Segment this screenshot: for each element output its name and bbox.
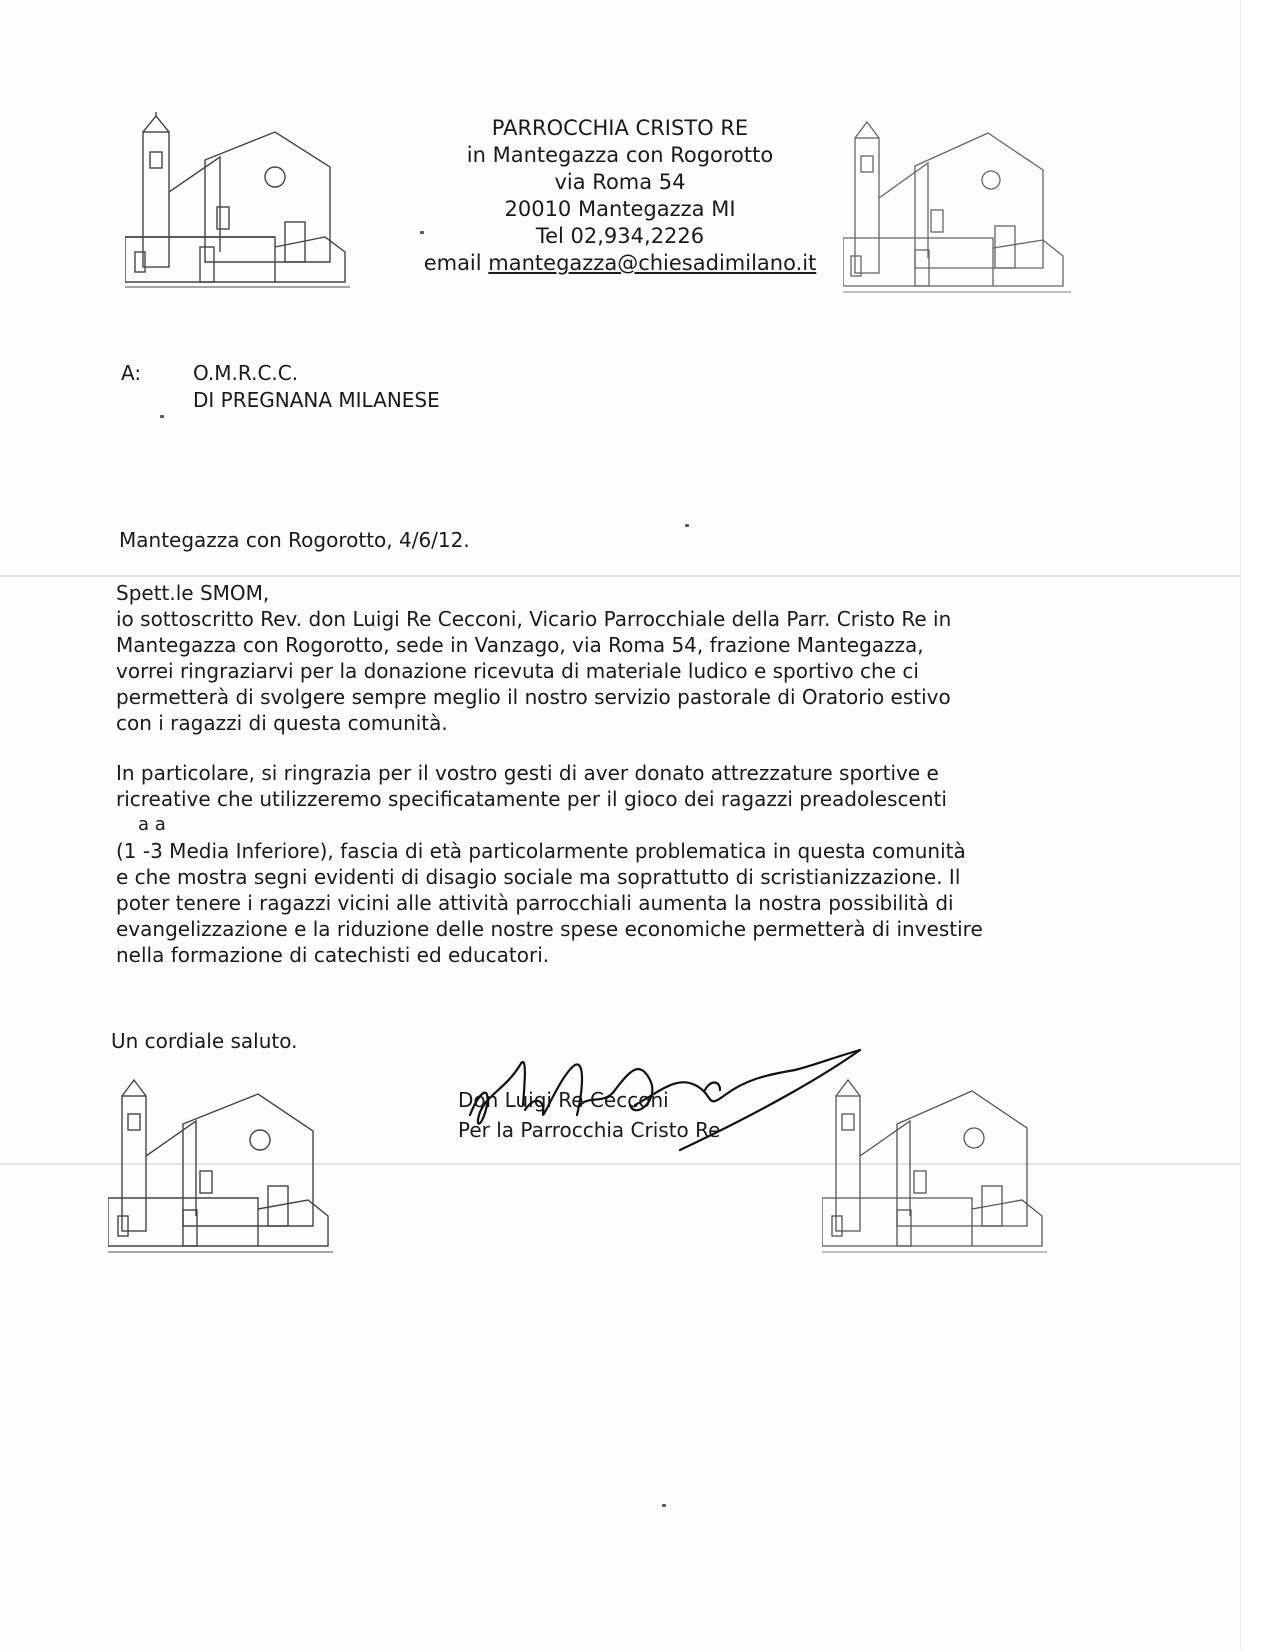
signatory-name: Don Luigi Re Cecconi: [458, 1088, 669, 1112]
body-line: vorrei ringraziarvi per la donazione ricevuta di materiale ludico e sportivo che ci: [116, 659, 919, 683]
body-line: nella formazione di catechisti ed educatori.: [116, 943, 550, 967]
scan-margin: [1240, 0, 1275, 1650]
body-line: evangelizzazione e la riduzione delle nostre spese economiche permetterà di investire: [116, 917, 983, 941]
email-label: email: [423, 251, 482, 275]
church-illustration-icon: [108, 1076, 338, 1256]
body-line: io sottoscritto Rev. don Luigi Re Cecconi, Vicario Parrocchiale della Parr. Cristo Re in: [116, 607, 952, 631]
body-line: permetterà di svolgere sempre meglio il nostro servizio pastorale di Oratorio estivo: [116, 685, 951, 709]
scan-speck: [420, 231, 424, 234]
parish-phone: Tel 02,934,2226: [535, 224, 705, 248]
church-illustration-icon: [125, 112, 355, 292]
letter-body: [116, 580, 1116, 968]
recipient-line-1: O.M.R.C.C.: [193, 361, 299, 385]
body-line: Mantegazza con Rogorotto, sede in Vanzago, via Roma 54, frazione Mantegazza,: [116, 633, 924, 657]
greeting: Spett.le SMOM,: [116, 581, 270, 605]
body-line: a a: [138, 814, 166, 835]
body-line: (1 -3 Media Inferiore), fascia di età particolarmente problematica in questa comunità: [116, 839, 966, 863]
parish-email: [400, 250, 840, 277]
body-line: poter tenere i ragazzi vicini alle attività parrocchiali aumenta la nostra possibilità di: [116, 891, 954, 915]
body-line: con i ragazzi di questa comunità.: [116, 711, 448, 735]
letterhead: [400, 115, 840, 277]
recipient-label: A:: [121, 361, 142, 385]
email-address: mantegazza@chiesadimilano.it: [488, 251, 817, 275]
scan-speck: [160, 415, 164, 418]
scan-speck: [685, 524, 689, 527]
parish-location: in Mantegazza con Rogorotto: [466, 143, 774, 167]
church-illustration-icon: [843, 118, 1073, 298]
closing: Un cordiale saluto.: [111, 1029, 298, 1053]
handwritten-signature: [465, 1035, 895, 1155]
scan-speck: [662, 1504, 666, 1507]
recipient-line-2: DI PREGNANA MILANESE: [193, 388, 440, 412]
body-line: ricreative che utilizzeremo specificatamente per il gioco dei ragazzi preadolescenti: [116, 787, 947, 811]
parish-name: PARROCCHIA CRISTO RE: [491, 116, 749, 140]
paper-fold: [0, 575, 1240, 577]
signatory-title: Per la Parrocchia Cristo Re: [458, 1118, 721, 1142]
body-line: e che mostra segni evidenti di disagio sociale ma soprattutto di scristianizzazione. Il: [116, 865, 961, 889]
date-line: Mantegazza con Rogorotto, 4/6/12.: [119, 528, 470, 552]
body-line: In particolare, si ringrazia per il vostro gesti di aver donato attrezzature sportive e: [116, 761, 939, 785]
parish-street: via Roma 54: [554, 170, 686, 194]
parish-city: 20010 Mantegazza MI: [504, 197, 736, 221]
